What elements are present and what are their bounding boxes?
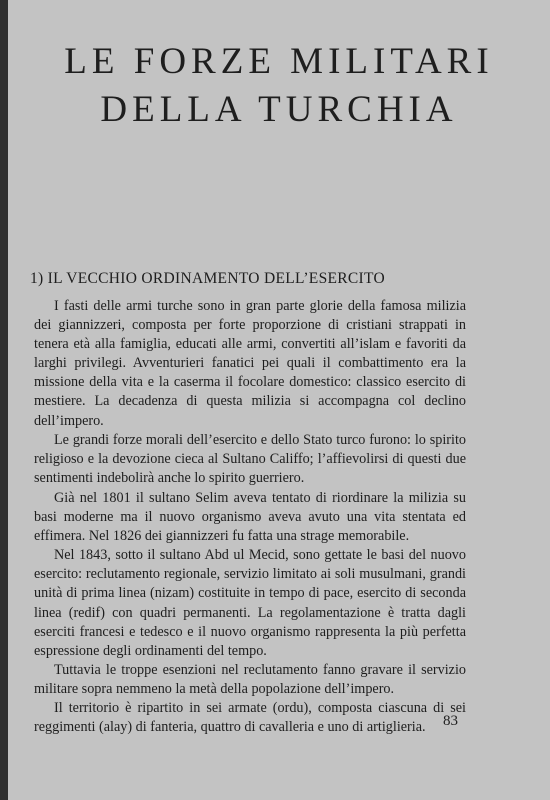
paragraph-4: Nel 1843, sotto il sultano Abd ul Mecid, sono gettate le basi del nuovo esercito: reclutamento regionale, servizio limitato ai soli musulmani, grandi unità di prima linea (nizam) costituite in tempo di pace, esercito di seconda linea (redif) con quadri permanenti. La regolamentazione è tratta dagli eserciti francesi e tedesco e il nuovo organismo rappresenta la più perfetta espressione degli ordinamenti del tempo. xyxy=(34,547,466,659)
page-number: 83 xyxy=(443,713,458,729)
paragraph-3: Già nel 1801 il sultano Selim aveva tentato di riordinare la milizia su basi moderne ma il nuovo organismo aveva avuto una vita stentata ed effimera. Nel 1826 dei giannizzeri fu fatta una strage memorabile. xyxy=(34,489,466,545)
chapter-title-line-1: LE FORZE MILITARI xyxy=(64,41,494,82)
paragraph-2: Le grandi forze morali dell’esercito e dello Stato turco furono: lo spirito religioso e la devozione cieca al Sultano Califfo; l’affievolirsi di questi due sentimenti indebolirà anche lo spirito guerriero. xyxy=(34,431,466,486)
paragraph-1: I fasti delle armi turche sono in gran parte glorie della famosa milizia dei giannizzeri, composta per forte proporzione di cristiani strappati in tenera età alla famiglia, educati alle armi, convertiti all’islam e favoriti da larghi privilegi. Avventurieri fanatici pei quali il combattimento era la missione della vita e la caserma il focolare domestico: classico esercito di mestiere. La decadenza di questa milizia si accompagna col declino dell’impero. xyxy=(34,298,466,429)
paragraph-5: Tuttavia le troppe esenzioni nel reclutamento fanno gravare il servizio militare sopra nemmeno la metà della popolazione dell’impero. xyxy=(34,661,466,697)
paragraph-6: Il territorio è ripartito in sei armate (ordu), composta ciascuna di sei reggimenti (alay) di fanteria, quattro di cavalleria e uno di artiglieria. xyxy=(34,699,466,736)
section-heading: 1) IL VECCHIO ORDINAMENTO DELL’ESERCITO xyxy=(30,270,385,287)
chapter-title xyxy=(8,38,550,134)
body-text xyxy=(34,297,466,737)
book-page xyxy=(8,0,550,800)
chapter-title-line-2: DELLA TURCHIA xyxy=(100,89,458,130)
